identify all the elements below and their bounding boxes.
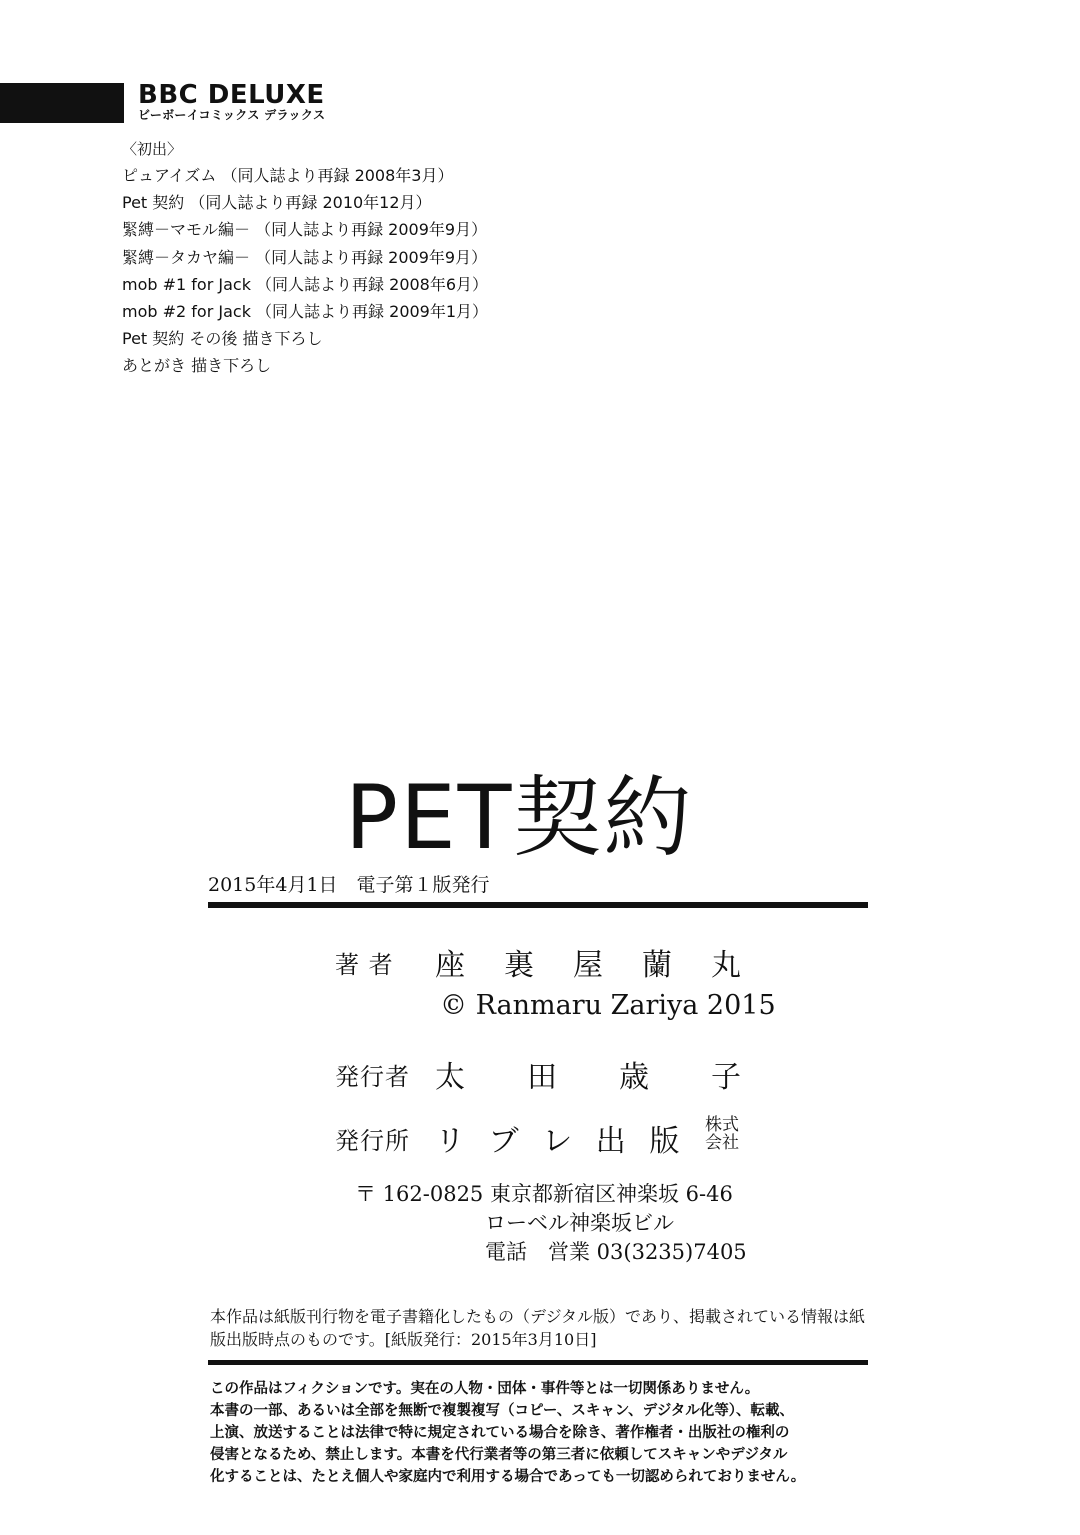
author-char: 屋: [573, 948, 603, 983]
publisher-label: 発行者: [335, 1062, 410, 1091]
first-publication-list: [122, 136, 488, 380]
list-item: Pet 契約 （同人誌より再録 2010年12月）: [122, 193, 432, 213]
list-item: Pet 契約 その後 描き下ろし: [122, 329, 323, 349]
author-char: 丸: [711, 948, 741, 983]
list-item: 緊縛－タカヤ編－ （同人誌より再録 2009年9月）: [122, 247, 488, 267]
author-name: [435, 940, 741, 984]
list-item: mob #1 for Jack （同人誌より再録 2008年6月）: [122, 274, 489, 294]
ebook-notice: 本作品は紙版刊行物を電子書籍化したもの（デジタル版）であり、掲載されている情報は紙版出版時点のものです。[紙版発行：2015年3月10日]: [210, 1307, 866, 1349]
label-black-bar: [0, 83, 124, 123]
house-char: 版: [649, 1124, 680, 1159]
publisher-row: [335, 1052, 741, 1096]
legal-notice-line: この作品はフィクションです。実在の人物・団体・事件等とは一切関係ありません。: [210, 1381, 760, 1397]
author-row: [335, 940, 741, 984]
house-char: レ: [542, 1124, 573, 1159]
publication-date: 2015年4月1日 電子第１版発行: [208, 874, 490, 896]
author-char: 裏: [504, 948, 534, 983]
legal-notice: [210, 1378, 875, 1488]
legal-notice-line: 侵害となるため、禁止します。本書を代行業者等の第三者に依頼してスキャンやデジタル: [210, 1447, 788, 1463]
publisher-name: [435, 1052, 741, 1096]
book-title: PET契約: [345, 766, 694, 869]
first-publication-heading: 〈初出〉: [122, 140, 183, 158]
list-item: ピュアイズム （同人誌より再録 2008年3月）: [122, 166, 454, 185]
publishing-house-label: 発行所: [335, 1126, 410, 1155]
legal-notice-line: 本書の一部、あるいは全部を無断で複製複写（コピー、スキャン、デジタル化等）、転載、: [210, 1403, 795, 1419]
divider: [208, 1360, 868, 1365]
phone-line: 電話 営業 03(3235)7405: [485, 1240, 747, 1264]
publisher-char: 子: [711, 1060, 741, 1095]
author-char: 座: [435, 948, 465, 983]
publishing-house-row: [335, 1116, 741, 1160]
legal-notice-line: 化することは、たとえ個人や家庭内で利用する場合であっても一切認められておりません。: [210, 1469, 806, 1485]
house-char: リ: [435, 1124, 465, 1159]
publisher-char: 歳: [619, 1060, 649, 1095]
house-char: ブ: [488, 1124, 519, 1159]
copyright-line: © Ranmaru Zariya 2015: [440, 990, 776, 1021]
house-char: 出: [595, 1124, 626, 1159]
address-line: 〒 162-0825 東京都新宿区神楽坂 6-46: [355, 1182, 733, 1206]
publisher-char: 田: [527, 1060, 557, 1095]
publisher-char: 太: [435, 1060, 465, 1095]
list-item: mob #2 for Jack （同人誌より再録 2009年1月）: [122, 302, 489, 322]
address-building: ローベル神楽坂ビル: [485, 1211, 674, 1235]
label-logo: BBC DELUXE: [138, 80, 325, 110]
kabushiki-gaisha: [703, 1116, 741, 1160]
divider: [208, 902, 868, 908]
label-subtitle: ビーボーイコミックス デラックス: [138, 108, 326, 122]
publishing-house-name: [435, 1116, 741, 1160]
kk-bottom: 会社: [704, 1133, 739, 1153]
author-char: 蘭: [642, 948, 672, 983]
list-item: 緊縛－マモル編－ （同人誌より再録 2009年9月）: [122, 220, 488, 240]
publisher-address: [355, 1180, 747, 1267]
kk-top: 株式: [704, 1115, 739, 1135]
author-label: 著 者: [335, 950, 394, 979]
legal-notice-line: 上演、放送することは法律で特に規定されている場合を除き、著作権者・出版社の権利の: [210, 1425, 790, 1441]
list-item: あとがき 描き下ろし: [122, 356, 272, 376]
